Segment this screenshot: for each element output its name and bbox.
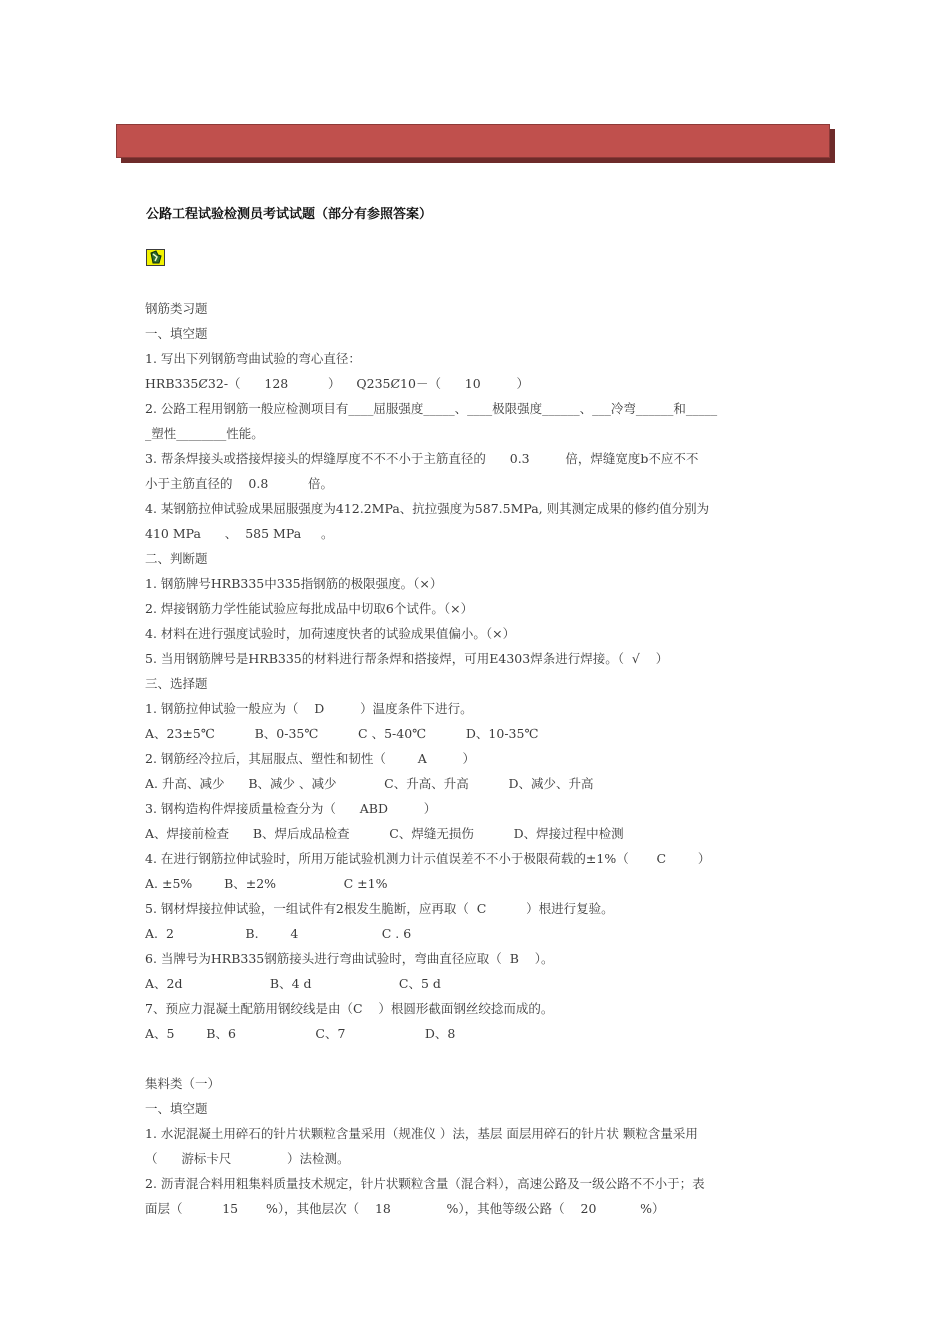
text-line: 1. 写出下列钢筋弯曲试验的弯心直径： bbox=[145, 351, 361, 366]
text-line: 2. 沥青混合料用粗集料质量技术规定，针片状颗粒含量（混合料），高速公路及一级公路不不小于；表 bbox=[145, 1176, 705, 1191]
header-banner bbox=[116, 124, 834, 162]
text-line: 1. 钢筋拉伸试验一般应为（ D ）温度条件下进行。 bbox=[145, 701, 473, 716]
text-line: 小于主筋直径的 0.8 倍。 bbox=[145, 476, 334, 491]
text-line: 2. 钢筋经冷拉后，其屈服点、塑性和韧性（ A ） bbox=[145, 751, 475, 766]
document-title: 公路工程试验检测员考试试题（部分有参照答案） bbox=[146, 207, 433, 222]
text-line: 4. 在进行钢筋拉伸试验时，所用万能试验机测力计示值误差不不小于极限荷载的±1%（ C ） bbox=[145, 851, 711, 866]
text-line: 三、选择题 bbox=[145, 676, 208, 691]
text-line: 5. 当用钢筋牌号是HRB335的材料进行帮条焊和搭接焊，可用E4303焊条进行焊接。（ √ ） bbox=[145, 651, 669, 666]
text-line: 1. 水泥混凝土用碎石的针片状颗粒含量采用（规准仪 ）法，基层 面层用碎石的针片状 颗粒含量采用 bbox=[145, 1126, 698, 1141]
text-line: 二、判断题 bbox=[145, 551, 208, 566]
text-line: 面层（ 15 %），其他层次（ 18 %），其他等级公路（ 20 %） bbox=[145, 1201, 665, 1216]
text-line: 4. 材料在进行强度试验时，加荷速度快者的试验成果值偏小。（×） bbox=[145, 626, 516, 641]
text-line: A、5 B、6 C、7 D、8 bbox=[145, 1026, 456, 1041]
text-line: A、焊接前检查 B、焊后成品检查 C、焊缝无损伤 D、焊接过程中检测 bbox=[145, 826, 624, 841]
text-line: 4. 某钢筋拉伸试验成果屈服强度为412.2MPa、抗拉强度为587.5MPa, 则其测定成果的修约值分别为 bbox=[145, 501, 710, 516]
text-line: 2. 焊接钢筋力学性能试验应每批成品中切取6个试件。（×） bbox=[145, 601, 474, 616]
text-line: 5. 钢材焊接拉伸试验，一组试件有2根发生脆断，应再取（ C ）根进行复验。 bbox=[145, 901, 614, 916]
text-line: （ 游标卡尺 ）法检测。 bbox=[145, 1151, 350, 1166]
banner-bar bbox=[116, 124, 830, 158]
text-line: 3. 帮条焊接头或搭接焊接头的焊缝厚度不不不小于主筋直径的 0.3 倍，焊缝宽度b不应不不 bbox=[145, 451, 699, 466]
text-line: A. 2 B. 4 C . 6 bbox=[145, 926, 412, 941]
text-line: 6. 当牌号为HRB335钢筋接头进行弯曲试验时，弯曲直径应取（ B ）。 bbox=[145, 951, 554, 966]
text-line: 7、预应力混凝土配筋用钢绞线是由（C ）根圆形截面钢丝绞捻而成的。 bbox=[145, 1001, 554, 1016]
text-line: HRB335Ȼ32-（ 128 ） Q235Ȼ10－（ 10 ） bbox=[145, 376, 529, 391]
text-line: 钢筋类习题 bbox=[145, 301, 208, 316]
text-line: 一、填空题 bbox=[145, 326, 208, 341]
text-line: 410 MPa 、 585 MPa 。 bbox=[145, 526, 334, 541]
spacer bbox=[145, 1046, 810, 1071]
text-line: A、23±5℃ B、0-35℃ C 、5-40℃ D、10-35℃ bbox=[145, 726, 539, 741]
text-line: A. 升高、减少 B、减少 、减少 C、升高、升高 D、减少、升高 bbox=[145, 776, 594, 791]
text-line: A. ±5% B、±2% C ±1% bbox=[145, 876, 388, 891]
document-link-icon[interactable] bbox=[146, 249, 165, 266]
text-line: 集料类（一） bbox=[145, 1076, 221, 1091]
text-line: A、2d B、4 d C、5 d bbox=[145, 976, 441, 991]
text-line: 1. 钢筋牌号HRB335中335指钢筋的极限强度。（×） bbox=[145, 576, 443, 591]
text-line: 2. 公路工程用钢筋一般应检测项目有____屈服强度_____、____极限强度______、___冷弯______和_____ bbox=[145, 401, 718, 416]
text-line: 一、填空题 bbox=[145, 1101, 208, 1116]
document-body bbox=[145, 296, 810, 1221]
text-line: 3. 钢构造构件焊接质量检查分为（ ABD ） bbox=[145, 801, 437, 816]
text-line: _塑性________性能。 bbox=[145, 426, 264, 441]
